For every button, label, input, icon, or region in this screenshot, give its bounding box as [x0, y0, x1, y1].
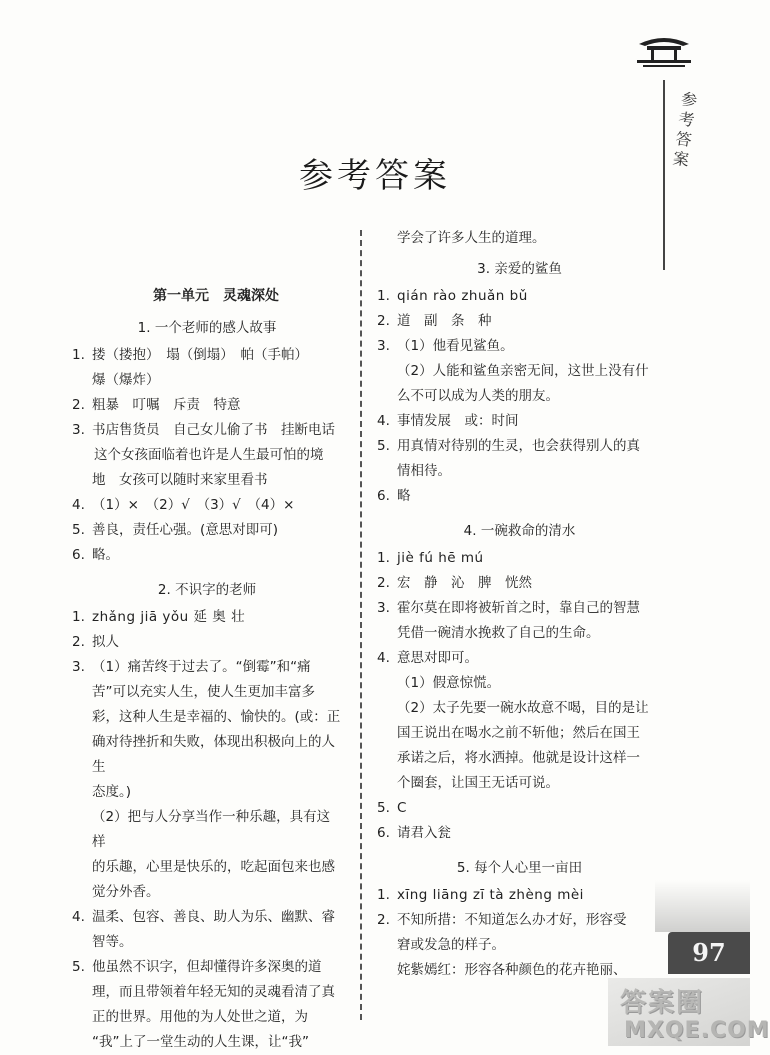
item-number: 3. — [72, 659, 85, 675]
item-number: 1. — [377, 288, 390, 304]
item-number: 1. — [377, 550, 390, 566]
section-title: 2. 不识字的老师 — [157, 582, 257, 598]
item-text: 善良，责任心强。(意思对即可) — [92, 522, 279, 538]
item-text-continued: （2）人能和鲨鱼亲密无间，这世上没有什 — [397, 363, 649, 379]
answer-item — [377, 571, 662, 596]
answer-item — [377, 484, 662, 509]
item-text-continued: （2）太子先要一碗水故意不喝，目的是让 — [397, 700, 649, 716]
item-text-continued: 正的世界。用他的为人处世之道，为 — [92, 1009, 308, 1025]
item-number: 6. — [72, 547, 85, 563]
answer-item — [377, 796, 662, 821]
page-title: 参考答案 — [299, 156, 451, 196]
item-number: 5. — [377, 438, 390, 454]
section-title: 4. 一碗救命的清水 — [463, 523, 576, 539]
item-text: （1）痛苦终于过去了。“倒霉”和“痛 — [92, 659, 311, 675]
item-number: 2. — [377, 313, 390, 329]
item-text-continued: 么不可以成为人类的朋友。 — [397, 388, 559, 404]
item-text-continued: 理，而且带领着年轻无知的灵魂看清了真 — [92, 984, 335, 1000]
right-column — [377, 226, 662, 983]
watermark-logo — [608, 978, 770, 1046]
item-text-continued: 个圈套，让国王无话可说。 — [397, 775, 559, 791]
item-number: 1. — [72, 609, 85, 625]
answer-item — [72, 655, 342, 680]
side-tab-char: 参 — [679, 89, 699, 111]
item-text-continued: 国王说出在喝水之前不斩他；然后在国王 — [397, 725, 640, 741]
item-text: 粗暴 叮嘱 斥责 特意 — [92, 397, 241, 413]
answer-item — [72, 630, 342, 655]
item-number: 4. — [377, 650, 390, 666]
item-text: 道 副 条 种 — [397, 313, 492, 329]
answer-item — [72, 605, 342, 630]
answer-item — [377, 821, 662, 846]
item-number: 5. — [377, 800, 390, 816]
item-number: 3. — [377, 338, 390, 354]
item-text-continued: 态度。) — [92, 784, 132, 800]
item-text-continued: 承诺之后，将水洒掉。他就是设计这样一 — [397, 750, 640, 766]
section-title: 5. 每个人心里一亩田 — [456, 860, 583, 876]
item-text: 不知所措：不知道怎么办才好，形容受 — [397, 912, 627, 928]
item-text-continued: 苦”可以充实人生，使人生更加丰富多 — [92, 684, 315, 700]
item-text: 宏 静 沁 脾 恍然 — [397, 575, 532, 591]
item-text: zhǎng jiā yǒu 延 奥 壮 — [92, 609, 246, 625]
item-text: 意思对即可。 — [397, 650, 478, 666]
item-text-continued: （1）假意惊慌。 — [397, 675, 501, 691]
item-text: 事情发展 或：时间 — [397, 413, 519, 429]
item-text: xīng liāng zī tà zhèng mèi — [397, 887, 584, 903]
pavilion-emblem-icon — [633, 30, 695, 70]
answer-item — [377, 434, 662, 459]
unit-title: 第一单元 灵魂深处 — [153, 288, 279, 304]
side-tab-char: 答 — [674, 128, 693, 150]
section-title: 1. 一个老师的感人故事 — [137, 320, 277, 336]
item-number: 5. — [72, 959, 85, 975]
side-tab-char: 案 — [671, 148, 691, 170]
page-corner-shadow — [655, 880, 750, 932]
item-text-continued: 智等。 — [92, 934, 133, 950]
item-text: 用真情对待别的生灵，也会获得别人的真 — [397, 438, 640, 454]
answer-item — [72, 493, 342, 518]
answer-item — [72, 905, 342, 930]
answer-item — [377, 334, 662, 359]
item-number: 1. — [72, 347, 85, 363]
answer-item — [377, 596, 662, 621]
answer-item — [72, 518, 342, 543]
item-text: （1）他看见鲨鱼。 — [397, 338, 514, 354]
item-text-continued: 学会了许多人生的道理。 — [397, 230, 546, 246]
item-text: 略 — [397, 488, 411, 504]
answer-item — [377, 284, 662, 309]
item-number: 2. — [72, 397, 85, 413]
item-number: 6. — [377, 488, 390, 504]
item-number: 2. — [72, 634, 85, 650]
item-text-continued: 的乐趣，心里是快乐的，吃起面包来也感 — [92, 859, 335, 875]
item-number: 3. — [72, 422, 85, 438]
watermark-text-en: MXQE.COM — [624, 1018, 770, 1043]
item-text: 他虽然不识字，但却懂得许多深奥的道 — [92, 959, 322, 975]
answer-item — [377, 309, 662, 334]
item-text-continued: 凭借一碗清水挽救了自己的生命。 — [397, 625, 600, 641]
item-number: 1. — [377, 887, 390, 903]
item-text: qián rào zhuǎn bǔ — [397, 288, 528, 304]
answer-item — [72, 418, 342, 443]
item-text-continued: 窘或发急的样子。 — [397, 937, 505, 953]
answer-item — [72, 393, 342, 418]
item-number: 6. — [377, 825, 390, 841]
answer-item — [72, 343, 342, 368]
page-number: 97 — [668, 932, 750, 974]
item-text-continued: 彩，这种人生是幸福的、愉快的。(或：正 — [92, 709, 341, 725]
item-text: 搂（搂抱） 塌（倒塌） 帕（手帕） — [92, 347, 308, 363]
item-text: （1）× （2）√ （3）√ （4）× — [92, 497, 295, 513]
item-text-continued: 觉分外香。 — [92, 884, 160, 900]
item-text: 温柔、包容、善良、助人为乐、幽默、睿 — [92, 909, 335, 925]
section-title: 3. 亲爱的鲨鱼 — [477, 261, 562, 277]
answer-item — [377, 546, 662, 571]
item-text: 略。 — [92, 547, 119, 563]
item-text: 书店售货员 自己女儿偷了书 挂断电话 — [92, 422, 335, 438]
answer-item — [377, 409, 662, 434]
item-text-continued: 情相待。 — [397, 463, 451, 479]
item-text-continued: 确对待挫折和失败，体现出积极向上的人生 — [92, 734, 335, 775]
item-number: 4. — [377, 413, 390, 429]
item-number: 2. — [377, 912, 390, 928]
item-text-continued: （2）把与人分享当作一种乐趣，具有这样 — [92, 809, 331, 850]
answer-item — [377, 646, 662, 671]
item-text-continued: 爆（爆炸） — [92, 372, 160, 388]
item-text: 拟人 — [92, 634, 119, 650]
item-number: 4. — [72, 497, 85, 513]
item-text: 请君入瓮 — [397, 825, 451, 841]
answer-item — [377, 883, 662, 908]
watermark-text-cn: 答案圈 — [620, 988, 705, 1018]
left-column — [72, 284, 342, 1055]
answer-item — [377, 908, 662, 933]
item-text-continued: 姹紫嫣红：形容各种颜色的花卉艳丽、 — [397, 962, 627, 978]
item-text-continued: “我”上了一堂生动的人生课，让“我” — [92, 1034, 309, 1050]
answer-item — [72, 543, 342, 568]
column-divider — [360, 230, 362, 1020]
item-number: 3. — [377, 600, 390, 616]
item-text: 霍尔莫在即将被斩首之时，靠自己的智慧 — [397, 600, 640, 616]
item-text: jiè fú hē mú — [397, 550, 484, 566]
item-number: 5. — [72, 522, 85, 538]
item-number: 2. — [377, 575, 390, 591]
item-number: 4. — [72, 909, 85, 925]
item-text-continued: 地 女孩可以随时来家里看书 — [92, 472, 268, 488]
side-tab-char: 考 — [677, 109, 696, 131]
item-text: C — [397, 800, 407, 816]
answer-item — [72, 955, 342, 980]
item-text-continued: 这个女孩面临着也许是人生最可怕的境 — [94, 447, 324, 463]
